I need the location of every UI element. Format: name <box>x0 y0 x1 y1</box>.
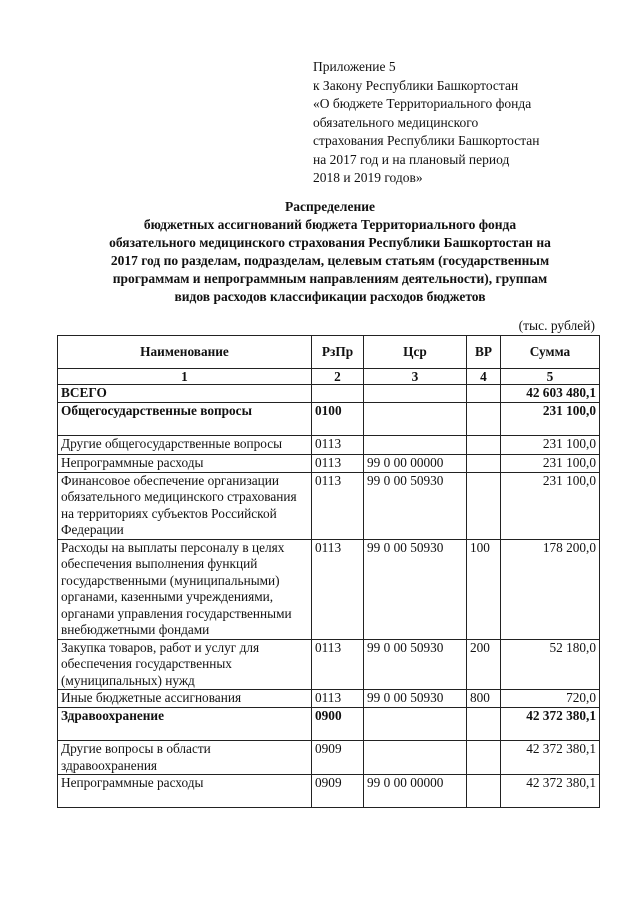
title-line: видов расходов классификации расходов бюджетов <box>174 289 486 304</box>
cell-sum: 42 372 380,1 <box>501 708 600 741</box>
appendix-block <box>313 58 623 188</box>
appendix-line: страхования Республики Башкортостан <box>313 133 540 148</box>
cell-csr: 99 0 00 50930 <box>364 690 467 708</box>
cell-name: Финансовое обеспечение организации обязательного медицинского страхования на территориях субъектов Российской Федерации <box>58 472 312 539</box>
table-row <box>58 775 600 808</box>
table-row <box>58 741 600 775</box>
appendix-line: 2018 и 2019 годов» <box>313 170 423 185</box>
cell-vr: 100 <box>467 539 501 639</box>
header-sum: Сумма <box>501 336 600 369</box>
cell-sum: 52 180,0 <box>501 639 600 690</box>
cell-csr: 99 0 00 00000 <box>364 454 467 472</box>
appendix-line: «О бюджете Территориального фонда <box>313 96 532 111</box>
cell-csr: 99 0 00 50930 <box>364 472 467 539</box>
column-number-row <box>58 369 600 385</box>
cell-rzpr: 0113 <box>312 539 364 639</box>
cell-name: Другие вопросы в области здравоохранения <box>58 741 312 775</box>
title-line: обязательного медицинского страхования Республики Башкортостан на <box>109 235 551 250</box>
cell-rzpr: 0909 <box>312 741 364 775</box>
cell-sum: 42 603 480,1 <box>501 385 600 403</box>
cell-vr <box>467 385 501 403</box>
cell-sum: 42 372 380,1 <box>501 741 600 775</box>
document-title <box>30 198 630 306</box>
cell-csr: 99 0 00 50930 <box>364 539 467 639</box>
cell-vr <box>467 454 501 472</box>
cell-vr <box>467 708 501 741</box>
table-row <box>58 539 600 639</box>
header-vr: ВР <box>467 336 501 369</box>
appendix-line: обязательного медицинского <box>313 114 479 130</box>
cell-rzpr: 0113 <box>312 454 364 472</box>
cell-vr <box>467 435 501 454</box>
cell-rzpr <box>312 385 364 403</box>
appendix-line: к Закону Республики Башкортостан <box>313 77 519 93</box>
table-row-section <box>58 708 600 741</box>
column-number: 5 <box>501 369 600 385</box>
cell-rzpr: 0909 <box>312 775 364 808</box>
cell-rzpr: 0113 <box>312 435 364 454</box>
cell-name: Иные бюджетные ассигнования <box>58 690 312 708</box>
cell-vr <box>467 741 501 775</box>
table-row-section <box>58 402 600 435</box>
cell-rzpr: 0113 <box>312 639 364 690</box>
cell-csr <box>364 435 467 454</box>
header-csr: Цср <box>364 336 467 369</box>
title-line: 2017 год по разделам, подразделам, целевым статьям (государственным <box>110 253 550 268</box>
cell-name: Непрограммные расходы <box>58 775 312 808</box>
table-row <box>58 454 600 472</box>
cell-name: Другие общегосударственные вопросы <box>58 435 312 454</box>
table-row <box>58 472 600 539</box>
cell-name: Здравоохранение <box>58 708 312 741</box>
cell-rzpr: 0113 <box>312 472 364 539</box>
cell-name: ВСЕГО <box>58 385 312 403</box>
table-row-total <box>58 385 600 403</box>
header-row <box>58 336 600 369</box>
cell-csr: 99 0 00 00000 <box>364 775 467 808</box>
cell-csr <box>364 402 467 435</box>
cell-sum: 231 100,0 <box>501 435 600 454</box>
table-row <box>58 690 600 708</box>
cell-name: Непрограммные расходы <box>58 454 312 472</box>
cell-rzpr: 0100 <box>312 402 364 435</box>
cell-rzpr: 0900 <box>312 708 364 741</box>
cell-vr <box>467 775 501 808</box>
cell-vr: 200 <box>467 639 501 690</box>
table-row <box>58 639 600 690</box>
cell-name: Закупка товаров, работ и услуг для обеспечения государственных (муниципальных) нужд <box>58 639 312 690</box>
cell-csr <box>364 385 467 403</box>
cell-vr <box>467 402 501 435</box>
cell-csr: 99 0 00 50930 <box>364 639 467 690</box>
title-line: Распределение <box>284 199 376 214</box>
cell-sum: 720,0 <box>501 690 600 708</box>
title-line: бюджетных ассигнований бюджета Территориального фонда <box>143 217 517 232</box>
column-number: 2 <box>312 369 364 385</box>
header-rzpr: РзПр <box>312 336 364 369</box>
units-label: (тыс. рублей) <box>518 318 595 333</box>
column-number: 3 <box>364 369 467 385</box>
cell-sum: 231 100,0 <box>501 472 600 539</box>
cell-sum: 231 100,0 <box>501 402 600 435</box>
cell-name: Общегосударственные вопросы <box>58 402 312 435</box>
cell-csr <box>364 741 467 775</box>
cell-csr <box>364 708 467 741</box>
title-line: программам и непрограммным направлениям деятельности), группам <box>112 271 548 286</box>
cell-sum: 42 372 380,1 <box>501 775 600 808</box>
column-number: 4 <box>467 369 501 385</box>
appendix-line: на 2017 год и на плановый период <box>313 151 510 167</box>
cell-sum: 178 200,0 <box>501 539 600 639</box>
cell-rzpr: 0113 <box>312 690 364 708</box>
header-name: Наименование <box>58 336 312 369</box>
cell-vr: 800 <box>467 690 501 708</box>
cell-name: Расходы на выплаты персоналу в целях обеспечения выполнения функций государственными (муниципальными) органами, казенными учреждениями, органами управления государственными внебюджетными фондами <box>58 539 312 639</box>
appendix-line: Приложение 5 <box>313 59 396 74</box>
table-row <box>58 435 600 454</box>
cell-sum: 231 100,0 <box>501 454 600 472</box>
cell-vr <box>467 472 501 539</box>
column-number: 1 <box>58 369 312 385</box>
budget-table <box>57 335 600 808</box>
